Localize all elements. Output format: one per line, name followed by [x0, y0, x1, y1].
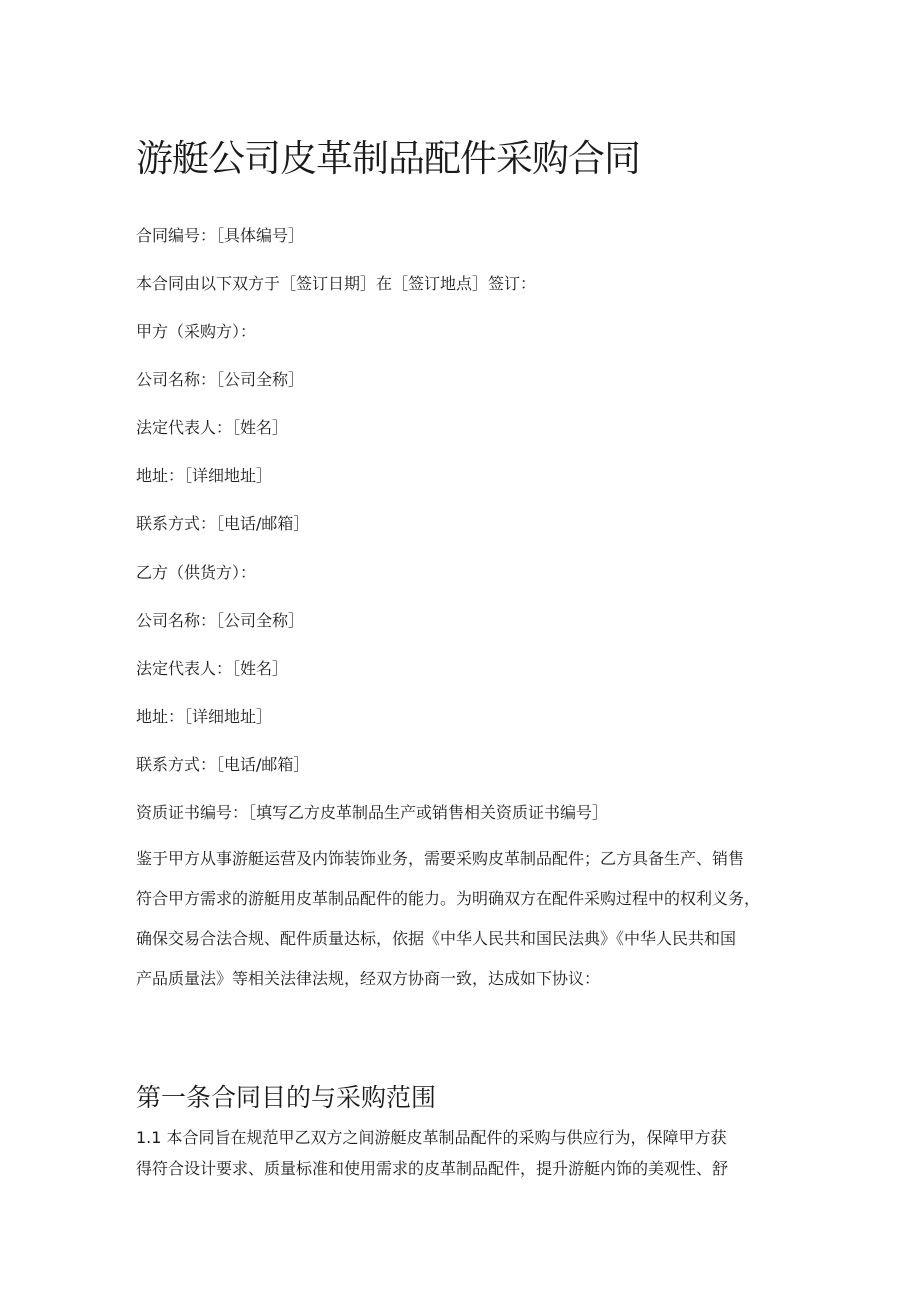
party-a-address: 地址：［详细地址］ — [136, 466, 273, 485]
section-1-heading: 第一条合同目的与采购范围 — [136, 1083, 437, 1112]
party-b-contact: 联系方式：［电话/邮箱］ — [136, 755, 310, 774]
party-b-certificate: 资质证书编号：［填写乙方皮革制品生产或销售相关资质证书编号］ — [136, 803, 609, 822]
preamble-line: 鉴于甲方从事游艇运营及内饰装饰业务，需要采购皮革制品配件；乙方具备生产、销售 — [136, 849, 745, 868]
party-b-legal-rep: 法定代表人：［姓名］ — [136, 659, 289, 678]
party-b-heading: 乙方（供货方）： — [136, 563, 257, 582]
party-a-legal-rep: 法定代表人：［姓名］ — [136, 418, 289, 437]
preamble-paragraph — [136, 839, 786, 999]
party-b-address: 地址：［详细地址］ — [136, 707, 273, 726]
party-b-company-name: 公司名称：［公司全称］ — [136, 611, 305, 630]
document-title: 游艇公司皮革制品配件采购合同 — [136, 137, 640, 180]
preamble-line: 符合甲方需求的游艇用皮革制品配件的能力。为明确双方在配件采购过程中的权利义务， — [136, 889, 761, 908]
preamble-line: 确保交易合法合规、配件质量达标，依据《中华人民共和国民法典》《中华人民共和国 — [136, 929, 737, 948]
contract-number: 合同编号：［具体编号］ — [136, 226, 305, 245]
preamble-line: 产品质量法》等相关法律法规，经双方协商一致，达成如下协议： — [136, 969, 601, 988]
signing-statement: 本合同由以下双方于［签订日期］在［签订地点］签订： — [136, 274, 537, 293]
clause-1-1 — [136, 1122, 786, 1184]
party-a-heading: 甲方（采购方）： — [136, 322, 257, 341]
party-a-contact: 联系方式：［电话/邮箱］ — [136, 514, 310, 533]
clause-line: 1.1 本合同旨在规范甲乙双方之间游艇皮革制品配件的采购与供应行为，保障甲方获 — [136, 1128, 727, 1147]
clause-line: 得符合设计要求、质量标准和使用需求的皮革制品配件，提升游艇内饰的美观性、舒 — [136, 1159, 729, 1178]
party-a-company-name: 公司名称：［公司全称］ — [136, 370, 305, 389]
